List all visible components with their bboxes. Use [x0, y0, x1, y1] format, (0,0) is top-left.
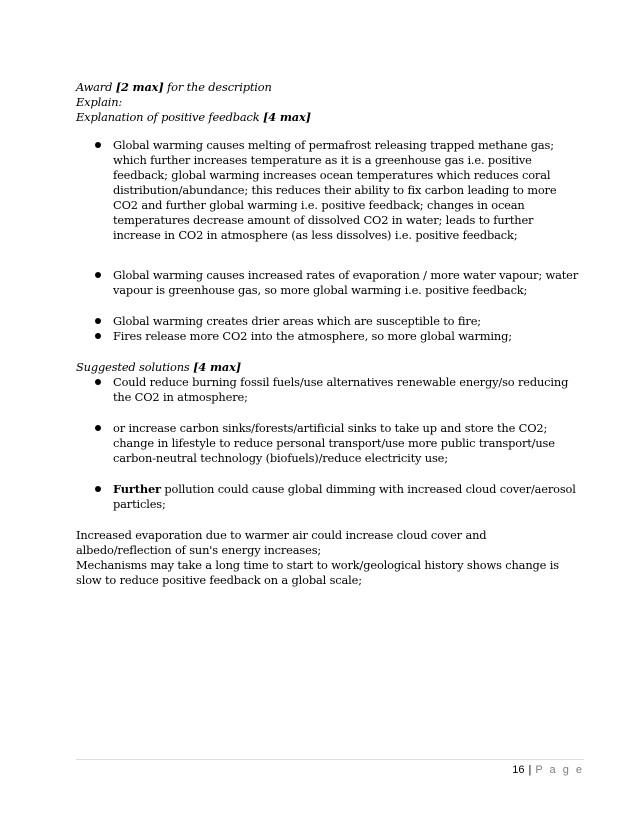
- list-item: [76, 329, 584, 344]
- feedback-list: [76, 138, 584, 243]
- award-max: [2 max]: [115, 80, 164, 94]
- footer-divider: [76, 759, 584, 760]
- feedback-list-2: [76, 268, 584, 298]
- solutions-list-2: [76, 421, 584, 466]
- list-item-text: Global warming creates drier areas which are susceptible to fire;: [113, 314, 481, 328]
- list-item-text: Fires release more CO2 into the atmosphere, so more global warming;: [113, 329, 512, 343]
- list-item-text: or increase carbon sinks/forests/artificial sinks to take up and store the CO2; change in lifestyle to reduce personal transport/use more public transport/use carbon-neutral technology (biofuels)/reduce electricity use;: [113, 421, 555, 465]
- award-suffix: for the description: [163, 80, 272, 94]
- list-item: [76, 138, 584, 243]
- list-item-text: Global warming causes melting of permafrost releasing trapped methane gas; which further increases temperature as it is a greenhouse gas i.e. positive feedback; global warming increases ocean temperatures which reduces coral distribution/abundance; this reduces their ability to fix carbon leading to more CO2 and further global warming i.e. positive feedback; changes in ocean temperatures decrease amount of dissolved CO2 in water; leads to further increase in CO2 in atmosphere (as less dissolves) i.e. positive feedback;: [113, 138, 557, 242]
- explain-heading: Explain:: [76, 95, 123, 109]
- page-label: P a g e: [535, 764, 584, 776]
- bullet-icon: [95, 318, 101, 324]
- further-text: pollution could cause global dimming with increased cloud cover/aerosol particles;: [113, 482, 576, 511]
- feedback-max: [4 max]: [263, 110, 311, 124]
- document-body: [76, 80, 584, 588]
- further-bold: Further: [113, 482, 161, 496]
- list-item-text: Could reduce burning fossil fuels/use alternatives renewable energy/so reducing the CO2 in atmosphere;: [113, 375, 569, 404]
- page-number: 16: [512, 764, 525, 776]
- footer-separator: |: [528, 764, 532, 776]
- list-item: [76, 421, 584, 466]
- award-line: [76, 80, 584, 95]
- closing-paragraph-1: Increased evaporation due to warmer air could increase cloud cover and albedo/reflection of sun's energy increases;: [76, 528, 487, 557]
- feedback-heading: [76, 110, 584, 125]
- solutions-heading: [76, 360, 584, 375]
- feedback-list-3: [76, 314, 584, 344]
- list-item: [76, 268, 584, 298]
- bullet-icon: [95, 333, 101, 339]
- bullet-icon: [95, 486, 101, 492]
- bullet-icon: [95, 142, 101, 148]
- bullet-icon: [95, 379, 101, 385]
- award-prefix: Award: [76, 80, 116, 94]
- list-item: [76, 375, 584, 405]
- closing-paragraph-2: Mechanisms may take a long time to start to work/geological history shows change is slow to reduce positive feedback on a global scale;: [76, 558, 559, 587]
- solutions-prefix: Suggested solutions: [76, 360, 194, 374]
- bullet-icon: [95, 272, 101, 278]
- solutions-max: [4 max]: [193, 360, 241, 374]
- further-list: [76, 482, 584, 512]
- feedback-prefix: Explanation of positive feedback: [76, 110, 264, 124]
- list-item: [76, 482, 584, 512]
- solutions-list: [76, 375, 584, 405]
- bullet-icon: [95, 425, 101, 431]
- list-item-text: Global warming causes increased rates of evaporation / more water vapour; water vapour is greenhouse gas, so more global warming i.e. positive feedback;: [113, 268, 579, 297]
- page-footer: [76, 764, 584, 776]
- list-item: [76, 314, 584, 329]
